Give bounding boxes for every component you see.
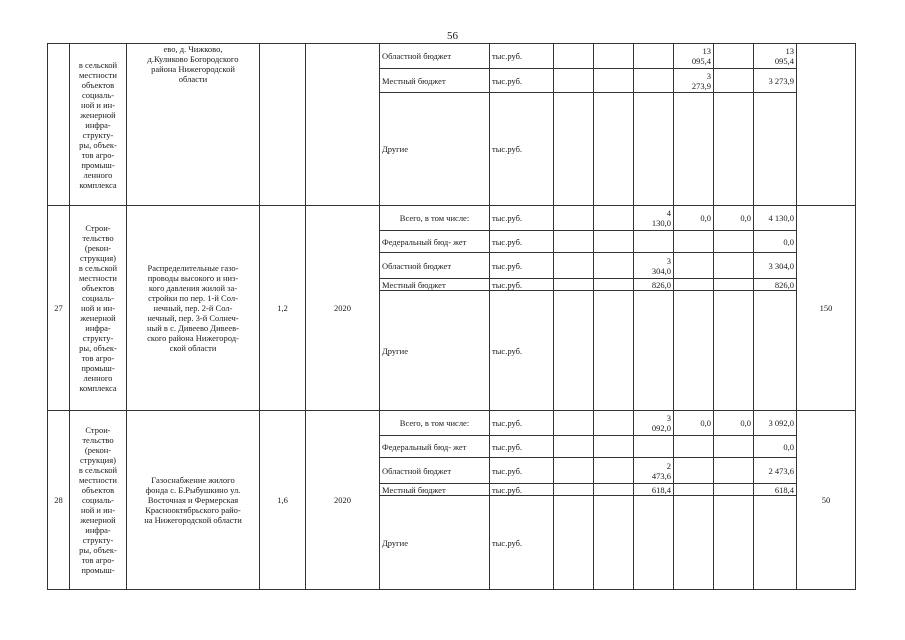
table-row (48, 44, 856, 69)
item-capacity (260, 44, 306, 206)
cell-c2 (594, 69, 634, 93)
funding-source: Местный бюджет (380, 484, 490, 496)
item-last (797, 44, 856, 206)
cell-c4 (674, 436, 714, 458)
funding-source: Федеральный бюд- жет (380, 436, 490, 458)
cell-c2 (594, 436, 634, 458)
cell-c3 (634, 231, 674, 253)
cell-c2 (594, 279, 634, 291)
cell-c2 (594, 496, 634, 590)
cell-c5 (714, 44, 754, 69)
cell-c1 (554, 279, 594, 291)
cell-total: 618,4 (754, 484, 797, 496)
unit: тыс.руб. (490, 44, 554, 69)
cell-total (754, 93, 797, 206)
funding-source: Местный бюджет (380, 69, 490, 93)
cell-c5 (714, 291, 754, 411)
cell-c5 (714, 484, 754, 496)
cell-c2 (594, 253, 634, 279)
cell-c1 (554, 458, 594, 484)
item-capacity: 1,2 (260, 206, 306, 411)
unit: тыс.руб. (490, 458, 554, 484)
cell-c1 (554, 411, 594, 436)
funding-source: Всего, в том числе: (380, 206, 490, 231)
cell-c1 (554, 436, 594, 458)
cell-c1 (554, 253, 594, 279)
cell-c2 (594, 231, 634, 253)
cell-total: 13 095,4 (754, 44, 797, 69)
unit: тыс.руб. (490, 291, 554, 411)
cell-c1 (554, 231, 594, 253)
cell-c5 (714, 231, 754, 253)
funding-source: Всего, в том числе: (380, 411, 490, 436)
item-year: 2020 (306, 206, 380, 411)
cell-c1 (554, 291, 594, 411)
unit: тыс.руб. (490, 253, 554, 279)
cell-total: 0,0 (754, 231, 797, 253)
unit: тыс.руб. (490, 496, 554, 590)
cell-c4 (674, 496, 714, 590)
cell-c3 (634, 291, 674, 411)
cell-total: 0,0 (754, 436, 797, 458)
item-year (306, 44, 380, 206)
cell-total (754, 496, 797, 590)
cell-total: 826,0 (754, 279, 797, 291)
funding-source: Областной бюджет (380, 44, 490, 69)
cell-c3 (634, 44, 674, 69)
cell-c2 (594, 93, 634, 206)
cell-c1 (554, 206, 594, 231)
cell-total: 4 130,0 (754, 206, 797, 231)
unit: тыс.руб. (490, 231, 554, 253)
cell-c5 (714, 93, 754, 206)
item-number (48, 44, 70, 206)
unit: тыс.руб. (490, 69, 554, 93)
cell-c5: 0,0 (714, 206, 754, 231)
cell-c4 (674, 253, 714, 279)
unit: тыс.руб. (490, 411, 554, 436)
cell-c4: 3 273,9 (674, 69, 714, 93)
cell-total: 3 092,0 (754, 411, 797, 436)
cell-c3 (634, 93, 674, 206)
funding-source: Другие (380, 496, 490, 590)
cell-c5 (714, 496, 754, 590)
item-type: Строи- тельство (рекон- струкция) в сельской местности объектов социаль- ной и ин- женерной инфра- структу- ры, объек- тов агро- промыш- ленного комплекса (70, 206, 127, 411)
cell-c3 (634, 496, 674, 590)
item-number: 28 (48, 411, 70, 590)
cell-c2 (594, 484, 634, 496)
table-row (48, 206, 856, 231)
unit: тыс.руб. (490, 279, 554, 291)
cell-c4: 0,0 (674, 411, 714, 436)
cell-c3: 826,0 (634, 279, 674, 291)
cell-c4 (674, 279, 714, 291)
cell-c3: 3 304,0 (634, 253, 674, 279)
cell-total: 3 304,0 (754, 253, 797, 279)
unit: тыс.руб. (490, 93, 554, 206)
cell-c4: 13 095,4 (674, 44, 714, 69)
item-type: в сельской местности объектов социаль- ной и ин- женерной инфра- структу- ры, объек- тов агро- промыш- ленного комплекса (70, 44, 127, 206)
item-last: 150 (797, 206, 856, 411)
item-type: Строи- тельство (рекон- струкция) в сельской местности объектов социаль- ной и ин- женерной инфра- структу- ры, объек- тов агро- промыш- (70, 411, 127, 590)
cell-c2 (594, 291, 634, 411)
item-name: ево, д. Чижково, д.Куликово Богородского района Нижегородской области (127, 44, 260, 206)
cell-c1 (554, 93, 594, 206)
page-number: 56 (447, 30, 458, 42)
funding-source: Местный бюджет (380, 279, 490, 291)
item-capacity: 1,6 (260, 411, 306, 590)
cell-c1 (554, 44, 594, 69)
cell-c3: 4 130,0 (634, 206, 674, 231)
cell-c1 (554, 484, 594, 496)
cell-c4 (674, 93, 714, 206)
cell-c4: 0,0 (674, 206, 714, 231)
cell-c4 (674, 484, 714, 496)
cell-c5: 0,0 (714, 411, 754, 436)
cell-total: 2 473,6 (754, 458, 797, 484)
cell-c3: 2 473,6 (634, 458, 674, 484)
cell-c2 (594, 411, 634, 436)
funding-source: Другие (380, 291, 490, 411)
cell-c3 (634, 436, 674, 458)
table-row (48, 411, 856, 436)
cell-total (754, 291, 797, 411)
budget-table (47, 43, 856, 590)
cell-c3 (634, 69, 674, 93)
item-name: Распределительные газо- проводы высокого и низ- кого давления жилой за- стройки по пер. 1-й Сол- нечный, пер. 2-й Сол- нечный, пер. 3-й Солнеч- ный в с. Дивеево Дивеев- ского района Нижегород- ской области (127, 206, 260, 411)
cell-c1 (554, 69, 594, 93)
cell-c2 (594, 44, 634, 69)
cell-c4 (674, 231, 714, 253)
cell-total: 3 273,9 (754, 69, 797, 93)
cell-c2 (594, 458, 634, 484)
unit: тыс.руб. (490, 484, 554, 496)
funding-source: Другие (380, 93, 490, 206)
cell-c5 (714, 458, 754, 484)
unit: тыс.руб. (490, 206, 554, 231)
funding-source: Областной бюджет (380, 458, 490, 484)
item-number: 27 (48, 206, 70, 411)
cell-c2 (594, 206, 634, 231)
cell-c5 (714, 253, 754, 279)
unit: тыс.руб. (490, 436, 554, 458)
item-last: 50 (797, 411, 856, 590)
cell-c3: 3 092,0 (634, 411, 674, 436)
cell-c5 (714, 436, 754, 458)
funding-source: Областной бюджет (380, 253, 490, 279)
cell-c3: 618,4 (634, 484, 674, 496)
cell-c1 (554, 496, 594, 590)
item-year: 2020 (306, 411, 380, 590)
cell-c4 (674, 458, 714, 484)
cell-c5 (714, 279, 754, 291)
cell-c5 (714, 69, 754, 93)
item-name: Газоснабжение жилого фонда с. Б.Рыбушкино ул. Восточная и Фермерская Краснооктябрьского райо- на Нижегородской области (127, 411, 260, 590)
cell-c4 (674, 291, 714, 411)
funding-source: Федеральный бюд- жет (380, 231, 490, 253)
